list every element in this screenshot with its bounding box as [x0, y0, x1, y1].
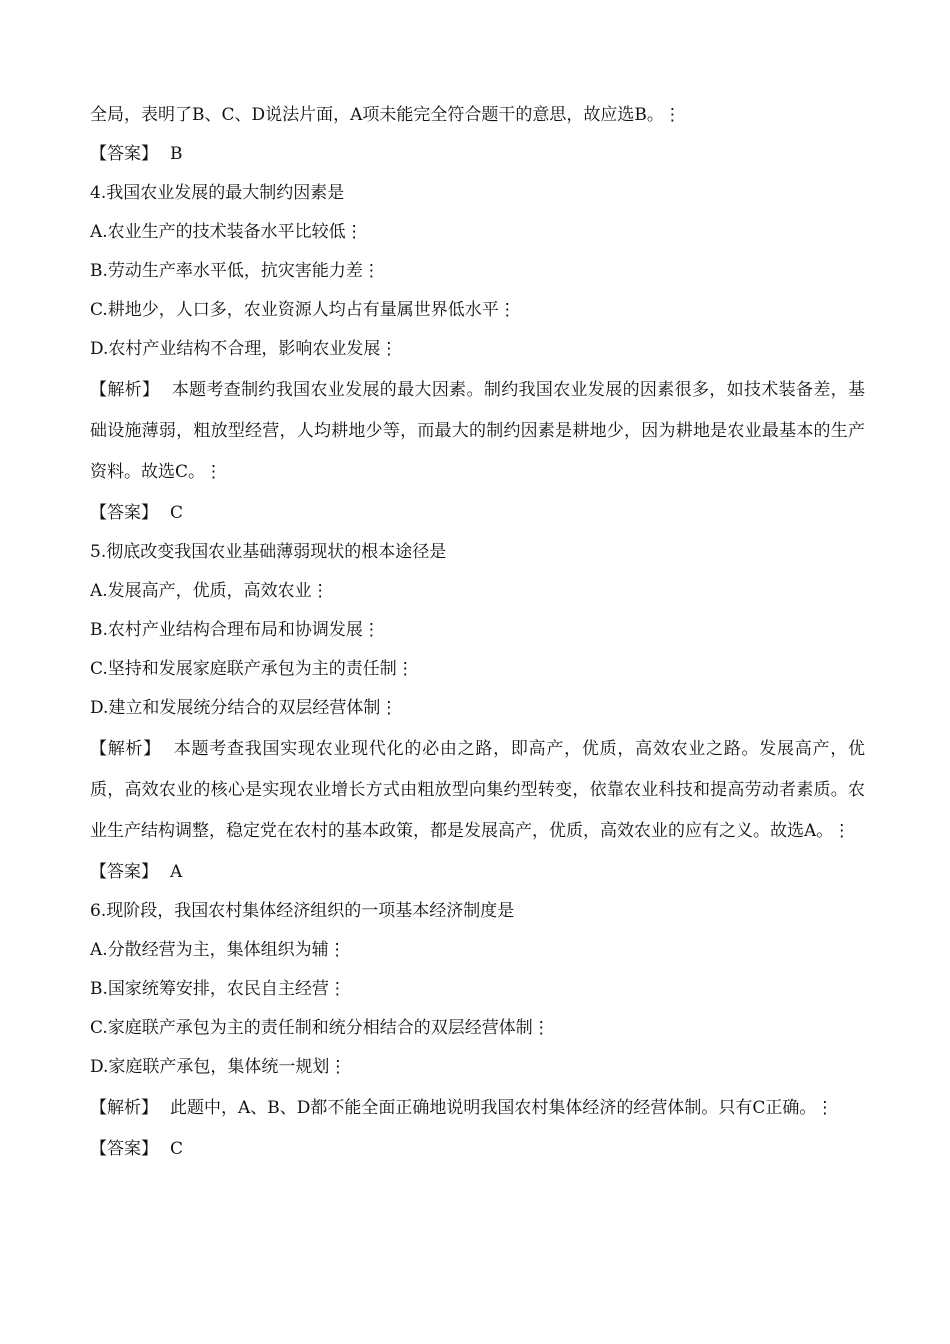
answer-tag: 【答案】 [90, 503, 158, 523]
answer-line-q6 [90, 1130, 865, 1169]
answer-value-q4: C [170, 503, 184, 523]
answer-tag: 【答案】 [90, 862, 158, 882]
option-q5-a: A.发展高产，优质，高效农业⋮ [90, 581, 329, 601]
analysis-tag: 【解析】 [90, 380, 160, 400]
option-q5-d: D.建立和发展统分结合的双层经营体制⋮ [90, 698, 398, 718]
lead-line: 全局，表明了B、C、D说法片面，A项未能完全符合题干的意思，故应选B。⋮ [90, 105, 681, 125]
analysis-text-q6: 此题中，A、B、D都不能全面正确地说明我国农村集体经济的经营体制。只有C正确。⋮ [170, 1098, 834, 1118]
answer-line-q4 [90, 494, 865, 533]
question-stem-q5: 5.彻底改变我国农业基础薄弱现状的根本途径是 [90, 542, 447, 562]
question-stem-q6: 6.现阶段，我国农村集体经济组织的一项基本经济制度是 [90, 901, 515, 921]
option-q4-b: B.劳动生产率水平低，抗灾害能力差⋮ [90, 261, 380, 281]
option-q4-c: C.耕地少，人口多，农业资源人均占有量属世界低水平⋮ [90, 300, 516, 320]
document-page [90, 96, 865, 1169]
option-q6-d: D.家庭联产承包，集体统一规划⋮ [90, 1057, 347, 1077]
option-q5-c: C.坚持和发展家庭联产承包为主的责任制⋮ [90, 659, 414, 679]
question-stem-q4: 4.我国农业发展的最大制约因素是 [90, 183, 345, 203]
analysis-q5 [90, 729, 865, 852]
answer-value-q3: B [170, 144, 183, 164]
option-q5-b: B.农村产业结构合理布局和协调发展⋮ [90, 620, 380, 640]
option-q6-b: B.国家统筹安排，农民自主经营⋮ [90, 979, 346, 999]
answer-line-q3 [90, 135, 865, 174]
analysis-tag: 【解析】 [90, 739, 161, 759]
option-q4-a: A.农业生产的技术装备水平比较低⋮ [90, 222, 363, 242]
analysis-text-q5: 本题考查我国实现农业现代化的必由之路，即高产，优质，高效农业之路。发展高产，优质，高效农业的核心是实现农业增长方式由粗放型向集约型转变，依靠农业科技和提高劳动者素质。农业生产结构调整，稳定党在农村的基本政策，都是发展高产，优质，高效农业的应有之义。故选A。⋮ [90, 739, 866, 841]
option-q4-d: D.农村产业结构不合理，影响农业发展⋮ [90, 339, 398, 359]
answer-line-q5 [90, 853, 865, 892]
analysis-q4 [90, 370, 865, 493]
analysis-text-q4: 本题考查制约我国农业发展的最大因素。制约我国农业发展的因素很多，如技术装备差，基础设施薄弱，粗放型经营，人均耕地少等，而最大的制约因素是耕地少，因为耕地是农业最基本的生产资料。故选C。⋮ [90, 380, 866, 482]
option-q6-c: C.家庭联产承包为主的责任制和统分相结合的双层经营体制⋮ [90, 1018, 550, 1038]
answer-tag: 【答案】 [90, 1139, 158, 1159]
analysis-q6 [90, 1088, 865, 1129]
analysis-tag: 【解析】 [90, 1098, 158, 1118]
answer-value-q6: C [170, 1139, 184, 1159]
answer-value-q5: A [170, 862, 183, 882]
answer-tag: 【答案】 [90, 144, 158, 164]
option-q6-a: A.分散经营为主，集体组织为辅⋮ [90, 940, 346, 960]
